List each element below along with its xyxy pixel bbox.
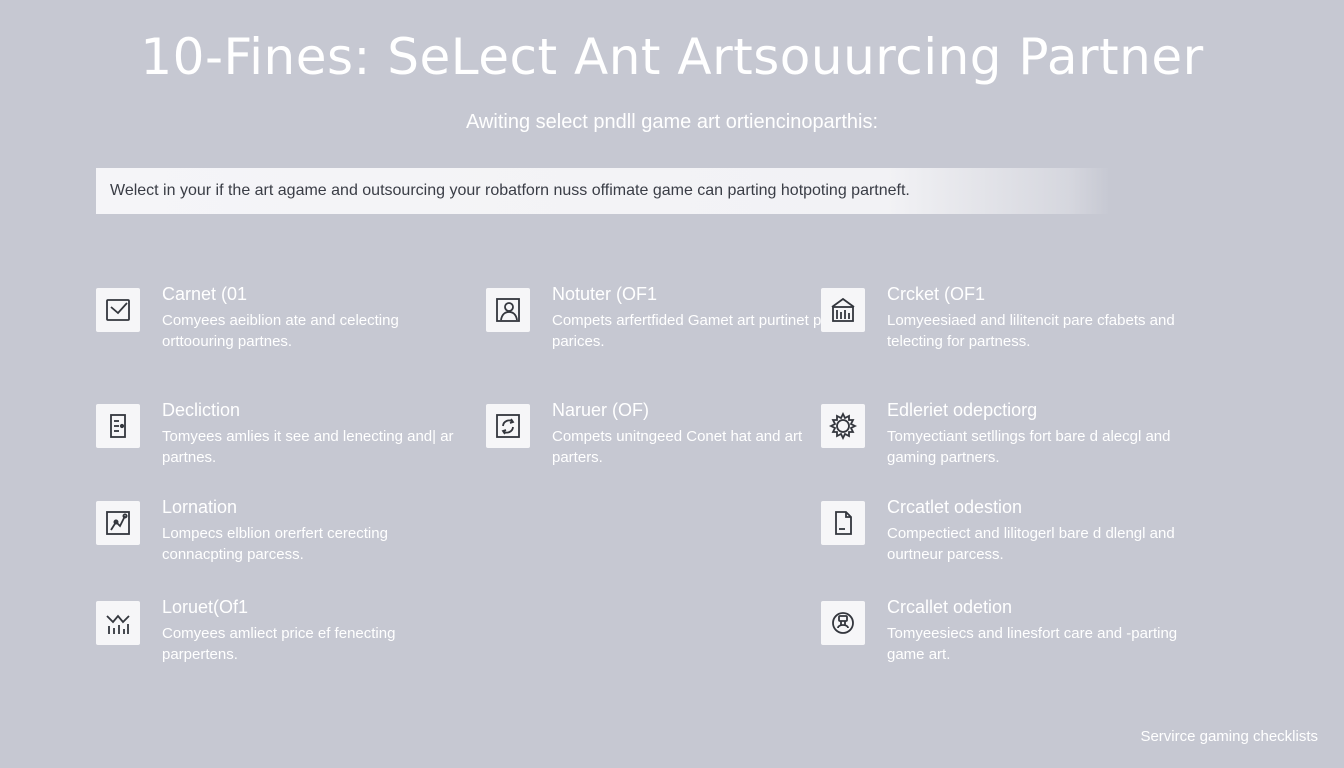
- bar-chart-icon: [96, 601, 140, 645]
- card-title: Edleriet odepctiorg: [887, 400, 1038, 420]
- card-text: Tomyeesiecs and linesfort care and -parting game art.: [887, 625, 1178, 663]
- card-title: Crcket (OF1: [887, 284, 986, 304]
- card-title: Naruer (OF): [552, 400, 650, 420]
- card-text: Compets unitngeed Conet hat and art parters.: [552, 428, 803, 466]
- card-text: Comyees amliect price ef fenecting parpertens.: [162, 625, 396, 663]
- card-title: Carnet (01: [162, 284, 248, 304]
- refresh-icon: [486, 404, 530, 448]
- card-title: Crcatlet odestion: [887, 497, 1023, 517]
- card-title: Loruet(Of1: [162, 597, 249, 617]
- page-subtitle: Awiting select pndll game art ortiencinoparthis:: [465, 111, 879, 133]
- building-icon: [821, 288, 865, 332]
- gear-icon: [821, 404, 865, 448]
- card-text: Lompecs elblion orerfert cerecting connacpting parcess.: [162, 525, 388, 563]
- document-icon: [821, 501, 865, 545]
- card-text: Tomyees amlies it see and lenecting and| ar partnes.: [162, 428, 454, 466]
- checkbox-icon: [96, 288, 140, 332]
- card-title: Decliction: [162, 400, 241, 420]
- door-icon: [96, 404, 140, 448]
- controller-icon: [821, 601, 865, 645]
- person-icon: [486, 288, 530, 332]
- card-title: Crcallet odetion: [887, 597, 1013, 617]
- card-text: Lomyeesiaed and lilitencit pare cfabets and telecting for partness.: [887, 312, 1175, 350]
- intro-bar: Welect in your if the art agame and outsourcing your robatforn nuss offimate game can parting hotpoting partneft.: [96, 168, 1110, 214]
- card-text: Tomyectiant setllings fort bare d alecgl and gaming partners.: [887, 428, 1171, 466]
- card-text: Comyees aeiblion ate and celecting orttoouring partnes.: [162, 312, 399, 350]
- card-text: Compets arfertfided Gamet art purtinet p parices.: [552, 312, 822, 350]
- page-title: 10-Fines: SeLect Ant Artsouurcing Partner: [140, 28, 1204, 86]
- footer-caption: Servirce gaming checklists: [1140, 728, 1318, 745]
- card-title: Notuter (OF1: [552, 284, 658, 304]
- map-icon: [96, 501, 140, 545]
- card-title: Lornation: [162, 497, 238, 517]
- card-text: Compectiect and lilitogerl bare d dlengl and ourtneur parcess.: [887, 525, 1175, 563]
